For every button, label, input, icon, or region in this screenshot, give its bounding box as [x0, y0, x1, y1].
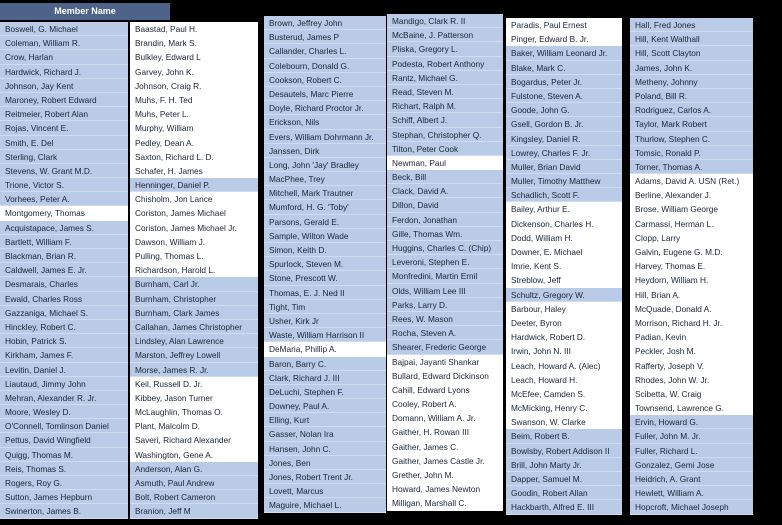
member-name-cell: Jones, Robert Trent Jr.: [264, 470, 386, 484]
member-name-cell: Asmuth, Paul Andrew: [130, 476, 258, 490]
member-name-cell: Dillon, David: [387, 198, 503, 212]
member-name-cell: Read, Steven M.: [387, 85, 503, 99]
member-name-cell: Bullard, Edward Dickinson: [387, 369, 503, 383]
member-name-cell: Rantz, Michael G.: [387, 71, 503, 85]
member-name-cell: Tight, Tim: [264, 300, 386, 314]
member-name-cell: Metheny, Johnny: [630, 75, 753, 89]
member-column-4: [387, 14, 503, 511]
member-name-cell: Saveri, Richard Alexander: [130, 433, 258, 447]
member-name-cell: Hardwick, Robert D.: [506, 330, 622, 344]
member-name-cell: Fuller, John M. Jr.: [630, 429, 753, 443]
member-column-6: [630, 18, 753, 515]
member-name-cell: Reis, Thomas S.: [0, 462, 128, 476]
member-name-cell: Pedley, Dean A.: [130, 136, 258, 150]
member-name-cell: Goodin, Robert Allan: [506, 486, 622, 500]
member-name-cell: McQuade, Donald A.: [630, 302, 753, 316]
member-name-cell: Lowrey, Charles F. Jr.: [506, 146, 622, 160]
member-name-cell: McEfee, Camden S.: [506, 387, 622, 401]
member-name-cell: Lovett, Marcus: [264, 484, 386, 498]
member-name-cell: Hill, Scott Clayton: [630, 46, 753, 60]
member-name-cell: Clopp, Larry: [630, 231, 753, 245]
member-name-cell: Baron, Barry C.: [264, 357, 386, 371]
member-name-cell: Schultz, Gregory W.: [506, 288, 622, 302]
member-name-cell: Washington, Gene A.: [130, 448, 258, 462]
member-name-header: Member Name: [0, 3, 170, 20]
member-name-cell: Poland, Bill R.: [630, 89, 753, 103]
member-name-cell: Garvey, John K.: [130, 65, 258, 79]
member-name-cell: Dodd, William H.: [506, 231, 622, 245]
member-name-cell: Evers, William Dohrmann Jr.: [264, 130, 386, 144]
member-name-cell: Fulstone, Steven A.: [506, 89, 622, 103]
member-name-cell: Ervin, Howard G.: [630, 415, 753, 429]
member-name-cell: Cooley, Robert A.: [387, 397, 503, 411]
member-name-cell: Stevens, W. Grant M.D.: [0, 164, 128, 178]
member-name-cell: Hansen, John C.: [264, 442, 386, 456]
member-name-cell: Ferdon, Jonathan: [387, 213, 503, 227]
member-name-cell: Thurlow, Stephen C.: [630, 132, 753, 146]
member-name-cell: Hall, Fred Jones: [630, 18, 753, 32]
member-name-cell: Busterud, James P: [264, 30, 386, 44]
member-name-cell: Richardson, Harold L.: [130, 263, 258, 277]
member-name-cell: Padian, Kevin: [630, 330, 753, 344]
member-name-cell: Gazzaniga, Michael S.: [0, 306, 128, 320]
member-name-cell: McMicking, Henry C.: [506, 401, 622, 415]
member-name-cell: Hackbarth, Alfred E. III: [506, 500, 622, 514]
member-name-cell: Gonzalez, Gemi Jose: [630, 458, 753, 472]
member-name-cell: Erickson, Nils: [264, 115, 386, 129]
member-name-cell: Branion, Jeff M: [130, 504, 258, 518]
member-name-cell: Rodriguez, Carlos A.: [630, 103, 753, 117]
member-name-cell: Simon, Keith D.: [264, 243, 386, 257]
member-name-cell: Leveroni, Stephen E.: [387, 255, 503, 269]
member-name-cell: Swinerton, James B.: [0, 504, 128, 518]
member-name-cell: Brandin, Mark S.: [130, 36, 258, 50]
member-name-cell: Kirkham, James F.: [0, 348, 128, 362]
member-name-cell: Johnson, Craig R.: [130, 79, 258, 93]
member-name-cell: Kibbey, Jason Turner: [130, 391, 258, 405]
member-name-cell: Bajpai, Jayanti Shankar: [387, 355, 503, 369]
member-name-cell: Beim, Robert B.: [506, 429, 622, 443]
member-name-cell: Muller, Brian David: [506, 160, 622, 174]
member-name-cell: DeMaria, Phillip A.: [264, 342, 386, 356]
member-name-cell: Marston, Jeffrey Lowell: [130, 348, 258, 362]
member-name-cell: Hobin, Patrick S.: [0, 334, 128, 348]
member-name-cell: Dawson, William J.: [130, 235, 258, 249]
member-name-cell: McBaine, J. Patterson: [387, 28, 503, 42]
member-name-cell: Scibetta, W. Craig: [630, 387, 753, 401]
member-name-cell: Burnham, Carl Jr.: [130, 277, 258, 291]
member-name-cell: Bowlsby, Robert Addison II: [506, 444, 622, 458]
member-name-cell: Clark, Richard J. III: [264, 371, 386, 385]
member-name-cell: McLaughlin, Thomas O.: [130, 405, 258, 419]
member-name-cell: Johnson, Jay Kent: [0, 79, 128, 93]
member-name-cell: Cookson, Robert C.: [264, 73, 386, 87]
member-name-cell: Mumford, H. G. 'Toby': [264, 200, 386, 214]
member-name-cell: Grether, John M.: [387, 468, 503, 482]
member-name-cell: Smith, E. Del: [0, 136, 128, 150]
member-column-5: [506, 18, 622, 515]
member-name-cell: Mehran, Alexander R. Jr.: [0, 391, 128, 405]
member-name-cell: Townsend, Lawrence G.: [630, 401, 753, 415]
member-name-cell: Mitchell, Mark Trautner: [264, 186, 386, 200]
member-name-cell: Bailey, Arthur E.: [506, 202, 622, 216]
member-name-cell: Barbour, Haley: [506, 302, 622, 316]
member-name-cell: Pettus, David Wingfield: [0, 433, 128, 447]
member-name-cell: Taylor, Mark Robert: [630, 117, 753, 131]
member-name-cell: Spurlock, Steven M.: [264, 257, 386, 271]
member-name-cell: Saxton, Richard L. D.: [130, 150, 258, 164]
member-name-cell: Hewlett, William A.: [630, 486, 753, 500]
member-name-cell: Waste, William Harrison II: [264, 328, 386, 342]
member-name-cell: Leach, Howard A. (Alec): [506, 359, 622, 373]
member-name-cell: Desautels, Marc Pierre: [264, 87, 386, 101]
member-name-cell: Hill, Brian A.: [630, 288, 753, 302]
member-name-cell: Dapper, Samuel M.: [506, 472, 622, 486]
member-name-cell: Leach, Howard H.: [506, 373, 622, 387]
member-name-cell: Colebourn, Donald G.: [264, 59, 386, 73]
member-name-cell: DeLuchi, Stephen F.: [264, 385, 386, 399]
member-name-cell: Baastad, Paul H.: [130, 22, 258, 36]
member-name-cell: Tomsic, Ronald P.: [630, 146, 753, 160]
member-name-cell: Parsons, Gerald E.: [264, 215, 386, 229]
member-name-cell: Bolt, Robert Cameron: [130, 490, 258, 504]
member-name-cell: Reitmeier, Robert Alan: [0, 107, 128, 121]
member-column-3: [264, 16, 386, 513]
member-name-cell: Adams, David A. USN (Ret.): [630, 174, 753, 188]
member-name-cell: Rogers, Roy G.: [0, 476, 128, 490]
member-name-cell: O'Connell, Tomlinson Daniel: [0, 419, 128, 433]
member-name-cell: Deeter, Byron: [506, 316, 622, 330]
member-name-cell: Jones, Ben: [264, 456, 386, 470]
member-name-cell: Bulkley, Edward L: [130, 50, 258, 64]
member-name-cell: Elling, Kurt: [264, 413, 386, 427]
member-name-cell: Sutton, James Hepburn: [0, 490, 128, 504]
member-name-cell: Doyle, Richard Proctor Jr.: [264, 101, 386, 115]
member-name-cell: Downey, Paul A.: [264, 399, 386, 413]
member-name-cell: Coriston, James Michael: [130, 206, 258, 220]
member-name-cell: Milligan, Marshall C.: [387, 496, 503, 510]
member-name-cell: Imrie, Kent S.: [506, 259, 622, 273]
member-name-cell: Desmarais, Charles: [0, 277, 128, 291]
member-name-cell: Heidrich, A. Grant: [630, 472, 753, 486]
member-name-cell: Coriston, James Michael Jr.: [130, 221, 258, 235]
member-name-cell: Huggins, Charles C. (Chip): [387, 241, 503, 255]
member-name-cell: Stone, Prescott W.: [264, 271, 386, 285]
member-name-cell: Blackman, Brian R.: [0, 249, 128, 263]
member-name-cell: Swanson, W. Clarke: [506, 415, 622, 429]
member-name-cell: Olds, William Lee III: [387, 284, 503, 298]
member-name-cell: Baker, William Leonard Jr.: [506, 46, 622, 60]
member-name-cell: Trione, Victor S.: [0, 178, 128, 192]
member-name-cell: Muhs, Peter L.: [130, 107, 258, 121]
member-name-cell: Rojas, Vincent E.: [0, 121, 128, 135]
member-name-cell: Schafer, H. James: [130, 164, 258, 178]
member-name-cell: Brown, Jeffrey John: [264, 16, 386, 30]
member-name-cell: Rhodes, John W. Jr.: [630, 373, 753, 387]
member-name-cell: Monfredini, Martin Ernil: [387, 269, 503, 283]
member-name-cell: Quigg, Thomas M.: [0, 448, 128, 462]
member-name-cell: Sterling, Clark: [0, 150, 128, 164]
member-name-cell: Pulling, Thomas L.: [130, 249, 258, 263]
member-name-cell: Callahan, James Christopher: [130, 320, 258, 334]
member-name-cell: Sample, Wilton Wade: [264, 229, 386, 243]
member-name-cell: Gaither, James Castle Jr.: [387, 454, 503, 468]
member-name-cell: Galvin, Eugene G. M.D.: [630, 245, 753, 259]
member-name-cell: Thomas, E. J. Ned II: [264, 286, 386, 300]
member-name-cell: Beck, Bill: [387, 170, 503, 184]
member-name-cell: Schadlich, Scott F.: [506, 188, 622, 202]
member-name-cell: Goode, John G.: [506, 103, 622, 117]
member-name-cell: Tilton, Peter Cook: [387, 142, 503, 156]
member-name-cell: Shearer, Frederic George: [387, 340, 503, 354]
member-name-cell: Downer, E. Michael: [506, 245, 622, 259]
member-name-cell: Dickenson, Charles H.: [506, 217, 622, 231]
member-name-cell: Schiff, Albert J.: [387, 113, 503, 127]
member-name-cell: Burnham, Christopher: [130, 292, 258, 306]
member-name-cell: Pinger, Edward B. Jr.: [506, 32, 622, 46]
member-name-cell: Hill, Kent Walthall: [630, 32, 753, 46]
member-name-cell: Lindsley, Alan Lawrence: [130, 334, 258, 348]
member-name-cell: Brose, William George: [630, 202, 753, 216]
member-name-cell: Vorhees, Peter A.: [0, 192, 128, 206]
member-name-cell: Keil, Russell D. Jr.: [130, 377, 258, 391]
member-name-cell: Gaither, James C.: [387, 440, 503, 454]
member-name-cell: Maroney, Robert Edward: [0, 93, 128, 107]
member-name-cell: Callander, Charles L.: [264, 44, 386, 58]
member-name-cell: Usher, Kirk Jr: [264, 314, 386, 328]
member-name-cell: Chisholm, Jon Lance: [130, 192, 258, 206]
member-name-cell: MacPhee, Trey: [264, 172, 386, 186]
member-name-cell: Morrison, Richard H. Jr.: [630, 316, 753, 330]
member-name-cell: Blake, Mark C.: [506, 61, 622, 75]
member-name-cell: Mandigo, Clark R. II: [387, 14, 503, 28]
member-name-cell: Richart, Ralph M.: [387, 99, 503, 113]
member-name-cell: Heydorn, William H.: [630, 273, 753, 287]
member-name-cell: Montgomery, Thomas: [0, 206, 128, 220]
member-name-cell: Torner, Thomas A.: [630, 160, 753, 174]
member-name-cell: Irwin, John N. III: [506, 344, 622, 358]
member-name-cell: Gsell, Gordon B. Jr.: [506, 117, 622, 131]
member-name-cell: Cahill, Edward Lyons: [387, 383, 503, 397]
member-name-cell: Muller, Timothy Matthew: [506, 174, 622, 188]
member-name-cell: Hardwick, Richard J.: [0, 65, 128, 79]
member-name-cell: Gasser, Nolan Ira: [264, 427, 386, 441]
member-name-cell: Rees, W. Mason: [387, 312, 503, 326]
member-name-cell: Anderson, Alan G.: [130, 462, 258, 476]
member-name-cell: Harvey, Thomas E.: [630, 259, 753, 273]
member-name-cell: Moore, Wesley D.: [0, 405, 128, 419]
member-name-cell: Kingsley, Daniel R.: [506, 132, 622, 146]
member-name-cell: Gille, Thomas Wm.: [387, 227, 503, 241]
member-name-cell: Murphy, William: [130, 121, 258, 135]
member-name-cell: Podesta, Robert Anthony: [387, 57, 503, 71]
member-name-cell: Berline, Alexander J.: [630, 188, 753, 202]
member-name-cell: Brill, John Marty Jr.: [506, 458, 622, 472]
member-name-cell: Streblow, Jeff: [506, 273, 622, 287]
member-name-cell: Pliska, Gregory L.: [387, 42, 503, 56]
member-name-cell: Ewald, Charles Ross: [0, 292, 128, 306]
member-name-cell: Levitin, Daniel J.: [0, 363, 128, 377]
member-name-cell: Henninger, Daniel P.: [130, 178, 258, 192]
member-name-cell: Bartlett, William F.: [0, 235, 128, 249]
member-name-cell: Liautaud, Jimmy John: [0, 377, 128, 391]
member-name-cell: Burnham, Clark James: [130, 306, 258, 320]
member-name-cell: Boswell, G. Michael: [0, 22, 128, 36]
member-name-cell: Plant, Malcolm D.: [130, 419, 258, 433]
member-name-cell: Peckler, Josh M.: [630, 344, 753, 358]
member-name-cell: Hopcroft, Michael Joseph: [630, 500, 753, 514]
member-name-cell: Acquistapace, James S.: [0, 221, 128, 235]
member-name-cell: James, John K.: [630, 61, 753, 75]
member-name-cell: Howard, James Newton: [387, 482, 503, 496]
member-name-cell: Rafferty, Joseph V.: [630, 359, 753, 373]
member-name-cell: Fuller, Richard L.: [630, 444, 753, 458]
member-name-cell: Crow, Harlan: [0, 50, 128, 64]
member-name-cell: Muhs, F. H. Ted: [130, 93, 258, 107]
member-name-cell: Maguire, Michael L.: [264, 498, 386, 512]
member-name-cell: Gaither, H. Rowan III: [387, 425, 503, 439]
member-name-cell: Newman, Paul: [387, 156, 503, 170]
member-name-cell: Rocha, Steven A.: [387, 326, 503, 340]
member-name-cell: Clack, David A.: [387, 184, 503, 198]
member-column-2: [130, 22, 258, 519]
member-name-cell: Paradis, Paul Ernest: [506, 18, 622, 32]
member-name-cell: Stephan, Christopher Q.: [387, 128, 503, 142]
member-name-cell: Carmassi, Herman L.: [630, 217, 753, 231]
member-name-cell: Morse, James R. Jr.: [130, 363, 258, 377]
member-name-cell: Bogardus, Peter Jr.: [506, 75, 622, 89]
member-name-cell: Coleman, William R.: [0, 36, 128, 50]
member-column-1: [0, 22, 128, 519]
member-name-cell: Parks, Larry D.: [387, 298, 503, 312]
member-name-cell: Hinckley, Robert C.: [0, 320, 128, 334]
member-name-cell: Janssen, Dirk: [264, 144, 386, 158]
member-name-cell: Long, John 'Jay' Bradley: [264, 158, 386, 172]
member-name-cell: Caldwell, James E. Jr.: [0, 263, 128, 277]
member-name-cell: Domann, William A. Jr.: [387, 411, 503, 425]
